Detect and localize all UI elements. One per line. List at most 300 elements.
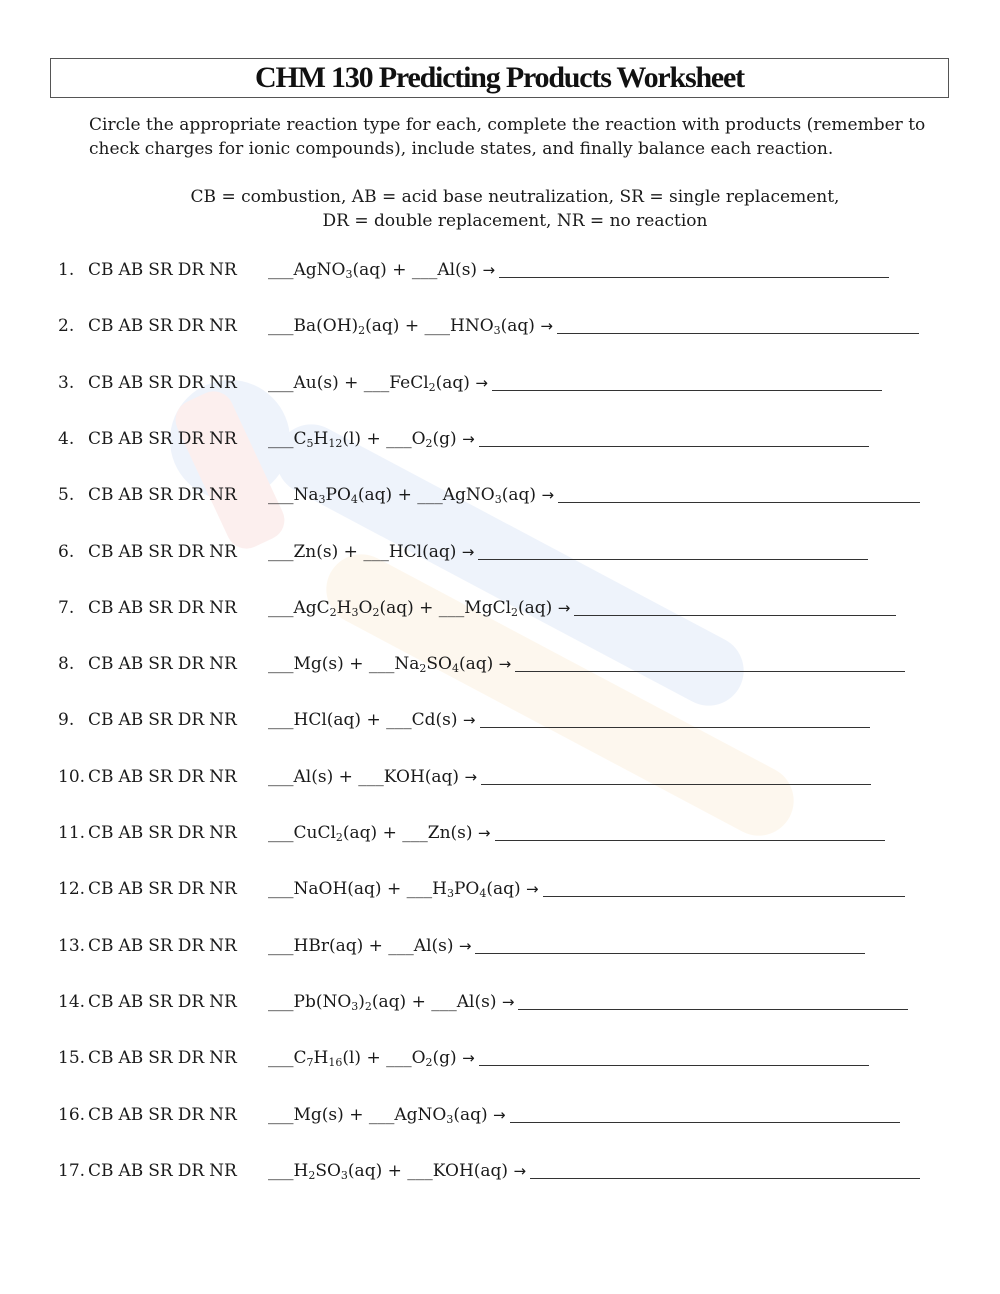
arrow-icon: → <box>475 373 488 392</box>
reaction-type-ab[interactable]: AB <box>118 428 144 449</box>
formula-text: (aq) <box>435 372 470 393</box>
coefficient-blank[interactable]: ___ <box>424 316 451 337</box>
reaction-type-sr[interactable]: SR <box>148 1104 173 1125</box>
instructions-text: Circle the appropriate reaction type for each, complete the reaction with products (remember to check charges for ionic compounds), include states, and finally balance each reaction. <box>89 115 926 159</box>
reaction-type-dr[interactable]: DR <box>177 1104 205 1125</box>
formula-text: (l) <box>342 1048 362 1069</box>
reaction-type-options <box>88 1158 242 1184</box>
reactant-formula <box>432 879 521 899</box>
formula-subscript: 3 <box>345 268 353 281</box>
reaction-type-ab[interactable]: AB <box>118 654 144 675</box>
reaction-type-dr[interactable]: DR <box>177 597 205 618</box>
reaction-type-cb[interactable]: CB <box>88 372 114 393</box>
reaction-type-options <box>88 764 242 790</box>
reaction-type-cb[interactable]: CB <box>88 1160 114 1181</box>
products-answer-line[interactable] <box>543 896 905 897</box>
coefficient-blank[interactable]: ___ <box>268 485 294 506</box>
plus-sign: + <box>411 991 426 1012</box>
reactant-formula <box>294 260 387 280</box>
coefficient-blank[interactable]: ___ <box>407 1160 433 1181</box>
reaction-type-nr[interactable]: NR <box>209 654 237 675</box>
problem-number: 11. <box>58 823 86 843</box>
reaction-type-cb[interactable]: CB <box>88 1104 114 1125</box>
formula-text: NaOH(aq) <box>293 879 382 900</box>
formula-subscript: 3 <box>446 887 454 901</box>
reaction-type-sr[interactable]: SR <box>148 372 173 393</box>
reaction-type-dr[interactable]: DR <box>177 991 205 1012</box>
reaction-type-options <box>88 820 242 846</box>
problem-number: 3. <box>58 372 75 393</box>
coefficient-blank[interactable]: ___ <box>268 879 294 900</box>
reactant-formula <box>412 710 458 730</box>
reaction-type-ab[interactable]: AB <box>118 541 144 562</box>
products-answer-line[interactable] <box>495 840 885 841</box>
formula-text: Ba(OH) <box>293 316 359 337</box>
reaction-type-dr[interactable]: DR <box>177 823 205 843</box>
plus-sign: + <box>387 1160 402 1181</box>
reactant-formula <box>412 1048 457 1068</box>
legend-line-1: CB = combustion, AB = acid base neutralization, SR = single replacement, <box>190 187 840 207</box>
formula-text: Al(s) <box>293 766 334 787</box>
arrow-icon: → <box>526 880 539 899</box>
reactant-formula <box>294 542 339 562</box>
reaction-type-nr[interactable]: NR <box>209 766 237 787</box>
reaction-type-sr[interactable]: SR <box>148 710 173 731</box>
coefficient-blank[interactable]: ___ <box>268 260 294 280</box>
formula-text: Na <box>293 485 319 506</box>
plus-sign: + <box>386 879 402 900</box>
formula-text: C <box>293 428 307 449</box>
reaction-type-ab[interactable]: AB <box>118 823 144 843</box>
reaction-type-cb[interactable]: CB <box>88 316 114 337</box>
products-answer-line[interactable] <box>558 502 920 503</box>
reaction-type-ab[interactable]: AB <box>118 1160 144 1181</box>
coefficient-blank[interactable]: ___ <box>368 654 395 675</box>
reaction-type-ab[interactable]: AB <box>118 372 144 393</box>
reaction-type-ab[interactable]: AB <box>118 1104 144 1125</box>
formula-subscript: 2 <box>329 605 337 619</box>
formula-text: (g) <box>432 1048 457 1069</box>
reaction-type-dr[interactable]: DR <box>177 260 205 280</box>
products-answer-line[interactable] <box>481 784 871 785</box>
reaction-type-dr[interactable]: DR <box>177 935 205 956</box>
plus-sign: + <box>343 541 358 562</box>
formula-text: (aq) <box>379 597 414 618</box>
coefficient-blank[interactable]: ___ <box>268 935 294 956</box>
products-answer-line[interactable] <box>510 1122 900 1123</box>
formula-text: HNO <box>450 316 494 337</box>
reaction-type-sr[interactable]: SR <box>148 823 173 843</box>
reaction-type-dr[interactable]: DR <box>177 485 205 506</box>
reaction-type-sr[interactable]: SR <box>148 1048 173 1069</box>
coefficient-blank[interactable]: ___ <box>386 710 412 731</box>
problem-number: 13. <box>58 935 86 956</box>
problem-number: 2. <box>58 316 75 337</box>
reactant-formula <box>294 879 382 899</box>
reaction-type-dr[interactable]: DR <box>177 1048 205 1069</box>
reaction-type-cb[interactable]: CB <box>88 485 114 506</box>
reaction-type-dr[interactable]: DR <box>177 654 205 675</box>
reaction-type-ab[interactable]: AB <box>118 710 144 731</box>
reaction-type-sr[interactable]: SR <box>148 1160 173 1181</box>
reaction-type-dr[interactable]: DR <box>177 428 205 449</box>
formula-text: H <box>293 1160 309 1181</box>
formula-text: Na <box>394 654 420 675</box>
formula-text: H <box>313 428 329 449</box>
reaction-equation <box>268 876 905 902</box>
reaction-type-sr[interactable]: SR <box>148 654 173 675</box>
formula-text: HBr(aq) <box>293 935 364 956</box>
products-answer-line[interactable] <box>557 333 919 334</box>
reaction-type-ab[interactable]: AB <box>118 260 144 280</box>
reactant-formula <box>294 1161 383 1181</box>
plus-sign: + <box>419 597 434 618</box>
formula-subscript: 2 <box>428 380 436 394</box>
formula-text: (g) <box>432 428 457 449</box>
arrow-icon: → <box>464 767 478 786</box>
products-answer-line[interactable] <box>518 1009 908 1010</box>
reactant-formula <box>389 373 470 393</box>
formula-subscript: 3 <box>446 1112 454 1126</box>
coefficient-blank[interactable]: ___ <box>268 1104 294 1125</box>
reaction-equation <box>268 595 896 621</box>
formula-text: AgC <box>293 597 330 618</box>
formula-text: (aq) <box>347 1160 383 1181</box>
formula-text: Zn(s) <box>293 541 339 562</box>
reaction-type-ab[interactable]: AB <box>118 597 144 618</box>
problem-number: 9. <box>58 710 75 731</box>
products-answer-line[interactable] <box>530 1178 920 1179</box>
formula-subscript: 4 <box>451 662 459 676</box>
reaction-equation <box>268 1102 900 1128</box>
reaction-type-nr[interactable]: NR <box>209 935 237 956</box>
coefficient-blank[interactable]: ___ <box>386 428 412 449</box>
formula-text: (aq) <box>453 1104 488 1125</box>
problem-number: 4. <box>58 428 75 449</box>
coefficient-blank[interactable]: ___ <box>368 1104 395 1125</box>
formula-text: Cd(s) <box>411 710 458 731</box>
arrow-icon: → <box>462 1049 475 1068</box>
products-answer-line[interactable] <box>480 727 870 728</box>
reaction-type-sr[interactable]: SR <box>148 597 173 618</box>
plus-sign: + <box>392 260 407 280</box>
formula-text: (aq) <box>371 991 407 1012</box>
formula-text: (l) <box>342 428 362 449</box>
reaction-type-cb[interactable]: CB <box>88 823 114 843</box>
problem-number: 15. <box>58 1048 86 1069</box>
reaction-equation <box>268 707 870 733</box>
reaction-type-dr[interactable]: DR <box>177 316 205 337</box>
reaction-type-ab[interactable]: AB <box>118 485 144 506</box>
problem-number: 1. <box>58 260 75 280</box>
reaction-type-nr[interactable]: NR <box>209 1048 237 1069</box>
reaction-type-nr[interactable]: NR <box>209 485 237 506</box>
reaction-type-dr[interactable]: DR <box>177 710 205 731</box>
formula-text: (aq) <box>357 485 393 506</box>
arrow-icon: → <box>501 992 515 1011</box>
reaction-type-nr[interactable]: NR <box>209 1104 237 1125</box>
reaction-type-ab[interactable]: AB <box>118 1048 144 1069</box>
coefficient-blank[interactable]: ___ <box>268 1048 294 1069</box>
arrow-icon: → <box>493 1105 506 1124</box>
formula-subscript: 3 <box>493 324 501 338</box>
formula-subscript: 3 <box>318 493 326 507</box>
formula-subscript: 2 <box>335 831 343 844</box>
formula-subscript: 2 <box>308 1168 316 1182</box>
reaction-equation <box>268 820 885 846</box>
arrow-icon: → <box>540 317 553 336</box>
products-answer-line[interactable] <box>478 559 868 560</box>
formula-subscript: 2 <box>364 999 372 1013</box>
reaction-type-nr[interactable]: NR <box>209 991 237 1012</box>
coefficient-blank[interactable]: ___ <box>431 991 457 1012</box>
reaction-type-ab[interactable]: AB <box>118 316 144 337</box>
formula-text: Mg(s) <box>293 654 344 675</box>
coefficient-blank[interactable]: ___ <box>406 879 433 900</box>
formula-subscript: 4 <box>479 887 487 901</box>
plus-sign: + <box>349 654 364 675</box>
reaction-type-cb[interactable]: CB <box>88 428 114 449</box>
formula-subscript: 3 <box>351 605 359 619</box>
arrow-icon: → <box>462 711 476 730</box>
coefficient-blank[interactable]: ___ <box>358 766 384 787</box>
formula-text: Zn(s) <box>427 823 473 843</box>
reactant-formula <box>294 429 362 449</box>
arrow-icon: → <box>498 655 512 674</box>
plus-sign: + <box>349 1104 364 1125</box>
reaction-type-legend <box>0 185 1000 233</box>
problem-number: 5. <box>58 485 75 506</box>
products-answer-line[interactable] <box>475 953 865 954</box>
coefficient-blank[interactable]: ___ <box>402 823 428 843</box>
plus-sign: + <box>366 710 381 731</box>
reaction-equation <box>268 1045 869 1071</box>
reaction-type-nr[interactable]: NR <box>209 597 237 618</box>
reaction-type-ab[interactable]: AB <box>118 991 144 1012</box>
reaction-type-cb[interactable]: CB <box>88 597 114 618</box>
formula-text: Pb(NO <box>293 991 352 1012</box>
formula-subscript: 2 <box>419 662 427 676</box>
formula-subscript: 3 <box>494 493 502 507</box>
reaction-equation <box>268 370 882 396</box>
reaction-type-nr[interactable]: NR <box>209 879 237 900</box>
coefficient-blank[interactable]: ___ <box>363 372 390 393</box>
reaction-type-sr[interactable]: SR <box>148 766 173 787</box>
reaction-type-dr[interactable]: DR <box>177 1160 205 1181</box>
reaction-equation <box>268 313 919 339</box>
products-answer-line[interactable] <box>515 671 905 672</box>
reaction-type-nr[interactable]: NR <box>209 316 237 337</box>
plus-sign: + <box>366 1048 381 1069</box>
coefficient-blank[interactable]: ___ <box>268 991 294 1012</box>
formula-subscript: 16 <box>328 1056 343 1070</box>
reactant-formula <box>414 936 454 956</box>
products-answer-line[interactable] <box>479 1065 869 1066</box>
reaction-type-cb[interactable]: CB <box>88 654 114 675</box>
reaction-type-options <box>88 595 242 621</box>
formula-text: SO <box>315 1160 341 1181</box>
reaction-type-cb[interactable]: CB <box>88 710 114 731</box>
coefficient-blank[interactable]: ___ <box>268 823 294 843</box>
reaction-equation <box>268 539 868 565</box>
formula-subscript: 12 <box>328 436 343 450</box>
reaction-type-sr[interactable]: SR <box>148 316 173 337</box>
formula-text: (aq) <box>352 260 387 280</box>
reaction-type-ab[interactable]: AB <box>118 935 144 956</box>
formula-text: CuCl <box>293 823 336 843</box>
coefficient-blank[interactable]: ___ <box>268 372 294 393</box>
reaction-type-dr[interactable]: DR <box>177 879 205 900</box>
reaction-type-cb[interactable]: CB <box>88 1048 114 1069</box>
reaction-type-ab[interactable]: AB <box>118 766 144 787</box>
reaction-type-options <box>88 1045 242 1071</box>
formula-text: KOH(aq) <box>383 766 460 787</box>
plus-sign: + <box>368 935 383 956</box>
coefficient-blank[interactable]: ___ <box>386 1048 412 1069</box>
formula-text: O <box>411 1048 426 1069</box>
products-answer-line[interactable] <box>574 615 896 616</box>
coefficient-blank[interactable]: ___ <box>388 935 414 956</box>
reaction-type-cb[interactable]: CB <box>88 935 114 956</box>
reaction-type-sr[interactable]: SR <box>148 879 173 900</box>
reaction-equation <box>268 933 865 959</box>
reaction-type-dr[interactable]: DR <box>177 766 205 787</box>
formula-text: FeCl <box>389 372 429 393</box>
reactant-formula <box>294 936 364 956</box>
problem-number: 14. <box>58 991 86 1012</box>
coefficient-blank[interactable]: ___ <box>411 260 438 280</box>
reaction-type-nr[interactable]: NR <box>209 710 237 731</box>
formula-subscript: 2 <box>372 605 380 619</box>
reaction-equation <box>268 651 905 677</box>
reaction-type-options <box>88 539 242 565</box>
coefficient-blank[interactable]: ___ <box>268 316 294 337</box>
formula-text: AgNO <box>442 485 495 506</box>
formula-text: (aq) <box>342 823 378 843</box>
reaction-type-nr[interactable]: NR <box>209 428 237 449</box>
reaction-type-dr[interactable]: DR <box>177 372 205 393</box>
legend-line-2: DR = double replacement, NR = no reaction <box>322 211 708 231</box>
reaction-type-dr[interactable]: DR <box>177 541 205 562</box>
title-box <box>50 58 949 98</box>
reaction-type-sr[interactable]: SR <box>148 428 173 449</box>
reaction-type-sr[interactable]: SR <box>148 541 173 562</box>
reaction-equation <box>268 257 889 283</box>
reaction-type-nr[interactable]: NR <box>209 1160 237 1181</box>
arrow-icon: → <box>458 936 472 955</box>
reactant-formula <box>394 654 493 674</box>
plus-sign: + <box>382 823 397 843</box>
formula-text: (aq) <box>500 316 535 337</box>
reaction-type-options <box>88 989 242 1015</box>
reaction-type-options <box>88 876 242 902</box>
formula-subscript: 3 <box>351 999 359 1013</box>
problem-number: 7. <box>58 597 75 618</box>
plus-sign: + <box>366 428 381 449</box>
reaction-equation <box>268 1158 920 1184</box>
coefficient-blank[interactable]: ___ <box>438 597 465 618</box>
reactant-formula <box>464 598 552 618</box>
formula-text: (aq) <box>501 485 537 506</box>
arrow-icon: → <box>461 542 475 561</box>
reaction-type-sr[interactable]: SR <box>148 991 173 1012</box>
reactant-formula <box>394 1105 487 1125</box>
formula-text: AgNO <box>394 1104 447 1125</box>
reactant-formula <box>450 316 535 336</box>
products-answer-line[interactable] <box>499 277 889 278</box>
reaction-type-cb[interactable]: CB <box>88 766 114 787</box>
problem-number: 16. <box>58 1104 86 1125</box>
reaction-type-cb[interactable]: CB <box>88 260 114 280</box>
reaction-type-options <box>88 707 242 733</box>
reactant-formula <box>294 710 362 730</box>
formula-subscript: 2 <box>425 1056 433 1070</box>
reaction-type-nr[interactable]: NR <box>209 823 237 843</box>
coefficient-blank[interactable]: ___ <box>417 485 443 506</box>
reactant-formula <box>294 485 393 505</box>
coefficient-blank[interactable]: ___ <box>268 428 294 449</box>
reactant-formula <box>443 485 536 505</box>
reactant-formula <box>412 429 457 449</box>
coefficient-blank[interactable]: ___ <box>268 541 294 562</box>
coefficient-blank[interactable]: ___ <box>268 1160 294 1181</box>
formula-text: Au(s) <box>293 372 339 393</box>
arrow-icon: → <box>557 598 571 617</box>
products-answer-line[interactable] <box>479 446 869 447</box>
reaction-type-cb[interactable]: CB <box>88 879 114 900</box>
reactant-formula <box>294 992 407 1012</box>
reaction-type-nr[interactable]: NR <box>209 260 237 280</box>
formula-text: Al(s) <box>437 260 478 280</box>
problem-number: 10. <box>58 766 86 787</box>
formula-subscript: 5 <box>306 436 314 450</box>
plus-sign: + <box>344 372 359 393</box>
formula-text: H <box>432 879 447 900</box>
formula-subscript: 2 <box>425 436 433 450</box>
coefficient-blank[interactable]: ___ <box>268 654 294 675</box>
coefficient-blank[interactable]: ___ <box>268 597 294 618</box>
reaction-type-nr[interactable]: NR <box>209 541 237 562</box>
reaction-type-ab[interactable]: AB <box>118 879 144 900</box>
formula-text: HCl(aq) <box>388 541 457 562</box>
formula-text: O <box>411 428 426 449</box>
reactant-formula <box>457 992 497 1012</box>
products-answer-line[interactable] <box>492 390 882 391</box>
formula-text: SO <box>426 654 452 675</box>
formula-text: (aq) <box>365 316 400 337</box>
coefficient-blank[interactable]: ___ <box>363 541 389 562</box>
reaction-type-options <box>88 933 242 959</box>
formula-text: Al(s) <box>413 935 454 956</box>
formula-text: Mg(s) <box>293 1104 344 1125</box>
reaction-type-sr[interactable]: SR <box>148 485 173 506</box>
formula-subscript: 4 <box>350 493 358 507</box>
reaction-type-options <box>88 1102 242 1128</box>
formula-text: (aq) <box>518 597 553 618</box>
reaction-type-nr[interactable]: NR <box>209 372 237 393</box>
plus-sign: + <box>397 485 412 506</box>
reactant-formula <box>433 1161 508 1181</box>
coefficient-blank[interactable]: ___ <box>268 710 294 731</box>
reactant-formula <box>389 542 457 562</box>
reaction-type-cb[interactable]: CB <box>88 541 114 562</box>
arrow-icon: → <box>513 1161 527 1180</box>
reaction-type-sr[interactable]: SR <box>148 260 173 280</box>
reaction-type-sr[interactable]: SR <box>148 935 173 956</box>
reaction-type-cb[interactable]: CB <box>88 991 114 1012</box>
problem-number: 12. <box>58 879 86 900</box>
coefficient-blank[interactable]: ___ <box>268 766 294 787</box>
